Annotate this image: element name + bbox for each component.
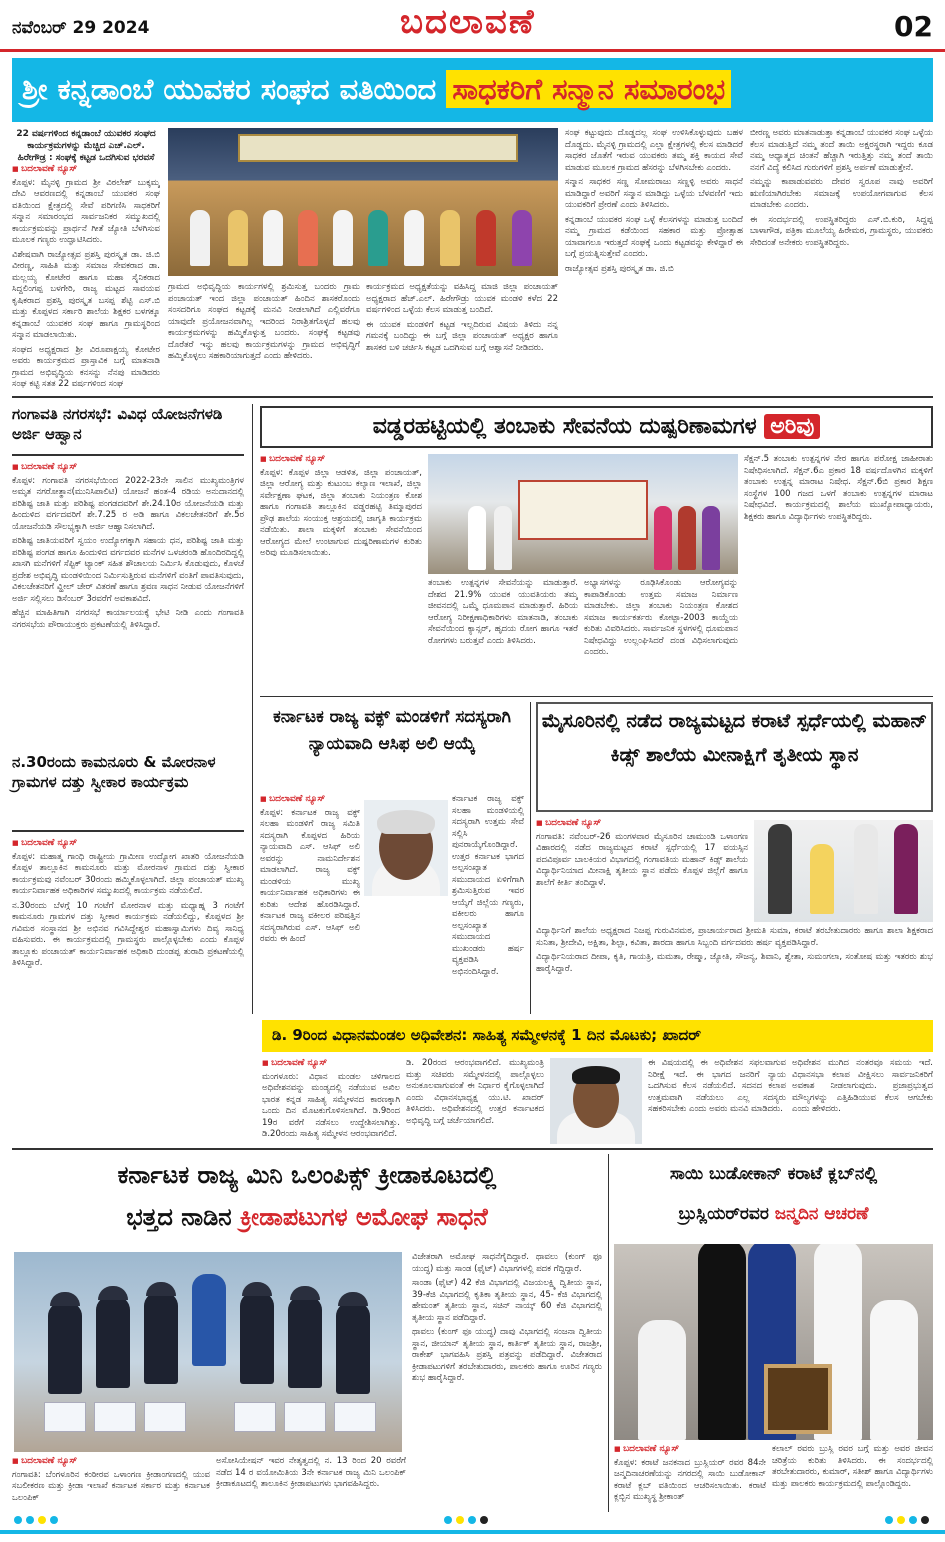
olympics-col-2 [216,1456,406,1514]
waqf-col-2 [452,794,524,1014]
tobacco-byline: ■ ಬದಲಾವಣೆ ನ್ಯೂಸ್ [260,454,422,466]
dot-shape [468,1516,476,1524]
lead-col-5 [750,128,933,392]
dot-shape [909,1516,917,1524]
person-shape [654,506,672,570]
birthday-col1-text: ಕೊಪ್ಪಳ: ಕರಾಟೆ ಜನಕನಾದ ಬ್ರುಸ್ಲಿಯರ್ ರವರ 84ನೇ ಜನ್ಮದಿನಾಚರಣೆಯನ್ನು ನಗರದಲ್ಲಿ ಸಾಯಿ ಬುಡೋಕಾನ್ ಕರಾಟೆ ಕ್ಲಬ್ ವತಿಯಿಂದ ಆಚರಿಸಲಾಯಿತು. ಕರಾಟೆ ಕ್ಲಬ್ಬಿನ ಮುಖ್ಯಸ್ಥ ಶ್ರೀಕಾಂತ್ [614,1457,766,1502]
gangavathi-p2: ಪರಿಶಿಷ್ಟ ಜಾತಿಯವರಿಗೆ ಸ್ವಯಂ ಉದ್ಯೋಗಕ್ಕಾಗಿ ಸಹಾಯ ಧನ, ಪರಿಶಿಷ್ಟ ಜಾತಿ ಮತ್ತು ಪರಿಶಿಷ್ಟ ಪಂಗಡ ಹಾಗೂ ಹಿಂದುಳಿದ ವರ್ಗದವರ ಮನೆಗಳ ಒಳಚರಂಡಿ ಹೊಂದಿರದಿದ್ದಲ್ಲಿ ಖಾಸಗಿ ಮನೆಗಳಿಗೆ ಸೆಪ್ಟಿಕ್ ಟ್ಯಾಂಕ್ ಸಹಿತ ಶೌಚಾಲಯ ನಿರ್ಮಿಸಿ ಕೊಡುವುದು, ಕೊಳಚೆ ಪ್ರದೇಶ ಅಭಿವೃದ್ಧಿ ಮಂಡಳಿಯಿಂದ ನಿರ್ಮಿಸುತ್ತಿರುವ ಮನೆಗಳಿಗೆ ವಂತಿಗೆ ಪಾವತಿಸುವುದು, ವಿಕಲಚೇತನರಿಗೆ ವ್ಹೀಲ್ ಚೇರ್ ವಿತರಣೆ ಹಾಗೂ ಶ್ರವಣ ಸಾಧನ ನೀಡುವ ಯೋಜನೆಗಳಿಗೆ ಅರ್ಜಿ ಸಲ್ಲಿಸಲು ಡಿಸೆಂಬರ್ 3ರವರೆಗೆ ಅವಕಾಶವಿದೆ. [12,536,244,604]
tobacco-col3-text: ಅಭ್ಯಾಸಗಳನ್ನು ರೂಢಿಸಿಕೊಂಡು ಆರೋಗ್ಯವನ್ನು ಕಾಪಾಡಿಕೊಂಡು ಉತ್ತಮ ಸಮಾಜ ನಿರ್ಮಾಣ ಮಾಡಬೇಕು. ಜಿಲ್ಲಾ ತಂಬಾಕು ನಿಯಂತ್ರಣ ಕೋಶದ ಸಮಾಜ ಕಾರ್ಯಕರ್ತರು ಕೋಟ್ಪಾ-2003 ಕಾಯ್ದೆಯ ಕುರಿತು ವಿವರಿಸಿದರು. ಸಾರ್ವಜನಿಕ ಸ್ಥಳಗಳಲ್ಲಿ ಧೂಮಪಾನ ನಿಷೇಧವಿದ್ದು ಉಲ್ಲಂಘಿಸಿದರೆ ದಂಡ ವಿಧಿಸಲಾಗುವುದು ಎಂದರು. [584,578,738,657]
person-shape [702,506,720,570]
karate-state-p1: ಗಂಗಾವತಿ: ನವೆಂಬರ್-26 ಮಂಗಳವಾರ ಮೈಸೂರಿನ ಚಾಮುಂಡಿ ಒಳಾಂಗಣ ವಿಹಾರದಲ್ಲಿ ನಡೆದ ರಾಜ್ಯಮಟ್ಟದ ಕರಾಟೆ ಸ್ಪರ್ಧೆಯಲ್ಲಿ 17 ವಯಸ್ಸಿನ ಪದವಿಪೂರ್ವ ಬಾಲಕಿಯರ ವಿಭಾಗದಲ್ಲಿ ಗಂಗಾವತಿಯ ಮಹಾನ್ ಕಿಡ್ಸ್ ಶಾಲೆಯ ವಿದ್ಯಾರ್ಥಿನಿಯಾದ ಮೀನಾಕ್ಷಿ ತೃತೀಯ ಸ್ಥಾನ ಪಡೆದು ಕೊಪ್ಪಳ ಜಿಲ್ಲೆಗೆ ಹಾಗೂ ಶಾಲೆಗೆ ಕೀರ್ತಿ ತಂದಿದ್ದಾಳೆ. [536,831,748,888]
certificate-shape [94,1402,136,1432]
dot-shape [921,1516,929,1524]
lead-headline [12,58,933,122]
coach-shape [192,1274,226,1366]
divider [12,396,933,398]
portrait-frame-shape [764,1364,832,1434]
cap-shape [50,1292,80,1306]
vertical-divider [530,702,531,1014]
assembly-session-headline: ಡಿ. 9ರಿಂದ ವಿಧಾನಮಂಡಲ ಅಧಿವೇಶನ: ಸಾಹಿತ್ಯ ಸಮ್ಮೇಳನಕ್ಕೆ 1 ದಿನ ಮೊಟಕು; ಖಾದರ್ [262,1020,933,1052]
person-shape [494,506,512,570]
tobacco-col2-text: ತಂಬಾಕು ಉತ್ಪನ್ನಗಳ ಸೇವನೆಯನ್ನು ಮಾಡುತ್ತಾರೆ. ದೇಶದ 21.9% ಯುವಕ ಯುವತಿಯರು ತಮ್ಮ ಜೀವನದಲ್ಲಿ ಒಮ್ಮೆ ಧೂಮಪಾನ ಮಾಡುತ್ತಾರೆ. ಹಿರಿಯ ಆರೋಗ್ಯ ನಿರೀಕ್ಷಣಾಧಿಕಾರಿಗಳು ಮಾತನಾಡಿ, ತಂಬಾಕು ಸೇವನೆಯಿಂದ ಕ್ಯಾನ್ಸರ್, ಹೃದಯ ರೋಗ ಹಾಗೂ ಇತರೆ ರೋಗಗಳು ಬರುತ್ತವೆ ಎಂದು ತಿಳಿಸಿದರು. [428,578,578,646]
kamanur-body [12,838,244,1144]
birthday-headline [614,1154,933,1240]
lead-col5-p1: ಬೀರಣ್ಣ ಅವರು ಮಾತನಾಡುತ್ತಾ ಕನ್ನಡಾಂಬೆ ಯುವಕರ ಸಂಘ ಒಳ್ಳೆಯ ಕೆಲಸ ಮಾಡುತ್ತಿದೆ ನಮ್ಮ ತಂದೆ ತಾಯಿ ಅಕ್ಷರಸ್ಥರಾಗಿ ಇದ್ದರು ಕೂಡ ನಮ್ಮ ಆಧ್ಯಾತ್ಮದ ಚಿಂತನೆ ಹೆಚ್ಚಾಗಿ ಇರುತ್ತಿತ್ತು ನಮ್ಮ ತಂದೆ ತಾಯಿ ನನಗೆ ವಿದ್ಯೆ ಕಲಿಸಿದ ಗುರುಗಳಿಗೆ ಪ್ರಶಸ್ತಿ ಅರ್ಪಣೆ ಮಾಡುತ್ತೇನೆ. [750,128,933,173]
lead-col5-p3: ಈ ಸಂದರ್ಭದಲ್ಲಿ ಉಪಸ್ಥಿತರಿದ್ದರು ಎಸ್.ಬಿ.ಕುರಿ, ಸಿದ್ದಪ್ಪ ಬಾಳಾಗೌಡ, ಪತ್ರಿಕಾ ಮೂಲೆಯ್ಯ ಹಿರೇಮಠ, ಗ್ರಾಮಸ್ಥರು, ಯುವಕರು ಸೇರಿದಂತೆ ಅನೇಕರು ಉಪಸ್ಥಿತರಿದ್ದರು. [750,214,933,248]
dot-shape [38,1516,46,1524]
person-shape [298,210,318,266]
divider [12,1148,933,1150]
tobacco-col-1 [260,454,422,690]
tobacco-headline-part1: ವಡ್ಡರಹಟ್ಟಿಯಲ್ಲಿ ತಂಬಾಕು ಸೇವನೆಯ ದುಷ್ಪರಿಣಾಮಗಳ [372,414,757,439]
lead-col-1 [12,128,160,390]
strip-col-4 [792,1058,933,1144]
tobacco-awareness-photo [428,454,738,574]
lead-col4-p4: ರಾಜ್ಯೋತ್ಸವ ಪ್ರಶಸ್ತಿ ಪುರಸ್ಕೃತ ಡಾ. ಜಿ.ಬಿ [565,263,674,274]
olympics-byline: ■ ಬದಲಾವಣೆ ನ್ಯೂಸ್ [12,1456,210,1468]
tobacco-headline-part2: ಅರಿವು [764,414,820,439]
strip-col4-text: ಅಧಿವೇಶನ ಮುಗಿದ ನಂತರವೂ ಸಮಯ ಇದೆ. ವಿಧಾನಸಭಾ ಕಲಾಪ ವೀಕ್ಷಿಸಲು ಸಾರ್ವಜನಿಕರಿಗೆ ಅವಕಾಶ ನೀಡಲಾಗುವುದು. ಪ್ರಜಾಪ್ರಭುತ್ವದ ಮೌಲ್ಯಗಳನ್ನು ಎತ್ತಿಹಿಡಿಯುವ ಕೆಲಸ ಆಗಬೇಕು ಎಂದು ಹೇಳಿದರು. [792,1058,933,1114]
cap-shape [290,1286,320,1300]
olympics-p1: ಗಂಗಾವತಿ: ಬೆಂಗಳೂರಿನ ಕಂಠೀರವ ಒಳಾಂಗಣ ಕ್ರೀಡಾಂಗಣದಲ್ಲಿ ಯುವ ಸಬಲೀಕರಣ ಮತ್ತು ಕ್ರೀಡಾ ಇಲಾಖೆ ಕರ್ನಾಟಕ ಸರ್ಕಾರ ಮತ್ತು ಕರ್ನಾಟಕ ಒಲಂಪಿಕ್ [12,1469,210,1503]
karate-state-byline: ■ ಬದಲಾವಣೆ ನ್ಯೂಸ್ [536,818,748,830]
student-shape [870,1300,918,1440]
dot-shape [50,1516,58,1524]
birthday-dojo-photo [614,1244,933,1440]
strip-col1-text: ಮಂಗಳೂರು: ವಿಧಾನ ಮಂಡಲ ಚಳಿಗಾಲದ ಅಧಿವೇಶನವನ್ನು ಮಂಡ್ಯದಲ್ಲಿ ನಡೆಯುವ ಅಖಿಲ ಭಾರತ ಕನ್ನಡ ಸಾಹಿತ್ಯ ಸಮ್ಮೇಳನದ ಕಾರಣಕ್ಕಾಗಿ ಒಂದು ದಿನ ಮೊಟಕುಗೊಳಿಸಲಾಗಿದೆ. ಡಿ.9ರಿಂದ 19ರ ವರೆಗೆ ನಡೆಸಲು ಉದ್ದೇಶಿಸಲಾಗಿತ್ತು. ಡಿ.20ರಂದು ಸಾಹಿತ್ಯ ಸಮ್ಮೇಳನ ಆರಂಭವಾಗಲಿದೆ. [262,1071,400,1139]
page-number: 02 [894,10,933,43]
certificate-shape [144,1402,186,1432]
dot-shape [897,1516,905,1524]
birthday-col2-text: ಕಲಾಲ್ ರವರು ಬ್ರುಸ್ಲಿ ರವರ ಬಗ್ಗೆ ಮತ್ತು ಅವರ ಜೀವನ ಚರಿತ್ರೆಯ ಕುರಿತು ತಿಳಿಸಿದರು. ಈ ಸಂದರ್ಭದಲ್ಲಿ ತರಬೇತುದಾರರು, ಕುಮಾರ್, ಸತೀಶ್ ಹಾಗೂ ವಿದ್ಯಾರ್ಥಿಗಳು ಮತ್ತು ಪಾಲಕರು ಕಾರ್ಯಕ್ರಮದಲ್ಲಿ ಪಾಲ್ಗೊಂಡಿದ್ದರು. [772,1444,933,1489]
birthday-headline-line2 [614,1194,933,1234]
lead-col2-p1: ಗ್ರಾಮದ ಅಭಿವೃದ್ಧಿಯ ಕಾರ್ಯಗಳಲ್ಲಿ ಶ್ರಮಿಸುತ್ತ ಬಂದರು ಗ್ರಾಮ ಪಂಚಾಯತ್ ಇಂದ ಜಿಲ್ಲಾ ಪಂಚಾಯತ್ ಹಿಂದಿನ ಶಾಸಕರೊಂದು ಸಂಸದರಿಗೂ ಸಂಘದ ಕಟ್ಟಡಕ್ಕೆ ಮನವಿ ನೀಡಲಾಗಿದೆ ಎಲ್ಲಿವರೆಗೂ ಯಾವುದೇ ಪ್ರಯೋಜನವಾಗಿಲ್ಲ ಇದರಿಂದ ನಿರಾಶ್ರಿತಗೊಳ್ಳದೆ ಹಲವು ಕಾರ್ಯಕ್ರಮಗಳನ್ನು ಹಮ್ಮಿಕೊಳ್ಳುತ್ತ ಬಂದರು. ಸಂಘಕ್ಕೆ ಕಟ್ಟಡವು ದೊರೆತರೆ ಇನ್ನು ಹಲವು ಕಾರ್ಯಕ್ರಮಗಳನ್ನು ಗ್ರಾಮದ ಅಭಿವೃದ್ಧಿಗೆ ಹಮ್ಮಿಕೊಳ್ಳಲು ಸಹಕಾರಿಯಾಗುತ್ತದೆ ಎಂದು ಹೇಳಿದರು. [168,282,360,361]
lead-col5-p2: ನಮ್ಮನ್ನು ಕಾಪಾಡುವವರು ದೇವರ ಸ್ವರೂಪ ನಾವು ಅವರಿಗೆ ಋಣಿಯಾಗಿರಬೇಕು ಸಮಾಜಕ್ಕೆ ಉಪಯೋಗವಾಗುವ ಕೆಲಸ ಮಾಡಬೇಕು ಎಂದರು. [750,177,933,210]
athlete-shape [144,1292,178,1384]
divider [260,696,933,697]
waqf-byline: ■ ಬದಲಾವಣೆ ನ್ಯೂಸ್ [260,794,360,806]
strip-col2-text: ಡಿ. 20ರಂದ ಆರಂಭವಾಗಲಿದೆ. ಮುಖ್ಯಮಂತ್ರಿ ಮತ್ತು ಸಚಿವರು ಸಮ್ಮೇಳನದಲ್ಲಿ ಪಾಲ್ಗೊಳ್ಳಲು ಅನುಕೂಲವಾಗುವಂತೆ ಈ ನಿರ್ಧಾರ ಕೈಗೊಳ್ಳಲಾಗಿದೆ ಎಂದು ವಿಧಾನಸಭಾಧ್ಯಕ್ಷ ಯು.ಟಿ. ಖಾದರ್ ತಿಳಿಸಿದರು. ಅಧಿವೇಶನದಲ್ಲಿ ಉತ್ತರ ಕರ್ನಾಟಕದ ಅಭಿವೃದ್ಧಿ ಬಗ್ಗೆ ಚರ್ಚೆಯಾಗಲಿದೆ. [406,1058,544,1126]
person-shape [894,824,918,914]
lead-col3-p1: ಕಾರ್ಯಕ್ರಮದ ಅಧ್ಯಕ್ಷತೆಯನ್ನು ವಹಿಸಿದ್ದ ಮಾಜಿ ಜಿಲ್ಲಾ ಪಂಚಾಯತ್ ಅಧ್ಯಕ್ಷರಾದ ಹೆಚ್.ಎಲ್. ಹಿರೇಗೌಡ್ರು ಯುವಕ ಮಂಡಳಿ ಕಳೆದ 22 ವರ್ಷಗಳಿಂದ ಒಳ್ಳೆಯ ಕೆಲಸ ಮಾಡುತ್ತ ಬಂದಿದೆ. [366,282,558,315]
footer-dots-center [444,1516,488,1530]
birthday-headline-line2b: ಜನ್ಮದಿನ ಆಚರಣೆ [774,1204,869,1224]
person-shape [263,210,283,266]
person-shape [476,210,496,266]
lead-headline-part2: ಸಾಧಕರಿಗೆ ಸನ್ಮಾನ ಸಮಾರಂಭ [446,70,731,108]
student-shape [638,1320,686,1440]
gangavathi-byline: ■ ಬದಲಾವಣೆ ನ್ಯೂಸ್ [12,462,244,474]
speaker-portrait [550,1058,642,1144]
dot-shape [480,1516,488,1524]
dot-shape [26,1516,34,1524]
lead-col-3 [366,282,558,392]
person-shape [404,210,424,266]
portrait-hair-shape [572,1066,620,1084]
gangavathi-body [12,462,244,744]
tobacco-col-2 [428,578,578,690]
certificate-shape [334,1402,376,1432]
kamanur-title: ನ.30ರಂದು ಕಾಮನೂರು & ಮೋರನಾಳ ಗ್ರಾಮಗಳ ದತ್ತು ಸ್ವೀಕಾರ ಕಾರ್ಯಕ್ರಮ [12,753,216,791]
tobacco-col-4 [744,454,933,690]
athlete-shape [96,1296,130,1388]
strip-col-2 [406,1058,544,1144]
tobacco-headline [260,406,933,448]
lead-kicker: 22 ವರ್ಷಗಳಿಂದ ಕನ್ನಡಾಂಬೆ ಯುವಕರ ಸಂಘದ ಕಾರ್ಯಕ್ರಮಗಳನ್ನು ಮೆಚ್ಚಿದ ಎಚ್.ಎಲ್. ಹಿರೇಗೌಡ್ರ : ಸಂಘಕ್ಕೆ ಕಟ್ಟಡ ಒದಗಿಸುವ ಭರವಸೆ [16,129,156,163]
issue-date: ನವೆಂಬರ್ 29 2024 [12,18,150,38]
instructor-shape [698,1244,746,1440]
birthday-byline: ■ ಬದಲಾವಣೆ ನ್ಯೂಸ್ [614,1444,766,1456]
olympics-headline-line2a: ಭತ್ತದ ನಾಡಿನ [126,1203,232,1231]
kamanur-byline: ■ ಬದಲಾವಣೆ ನ್ಯೂಸ್ [12,838,244,850]
lead-col1-p2: ವಿಶೇಷವಾಗಿ ರಾಜ್ಯೋತ್ಸವ ಪ್ರಶಸ್ತಿ ಪುರಸ್ಕೃತ ಡಾ. ಜಿ.ಬಿ ವೀರಣ್ಣ, ಸಾಹಿತಿ ಮತ್ತು ಸಮಾಜ ಸೇವಕರಾದ ಡಾ. ಮಲ್ಲಯ್ಯ ಕೋಟೇರ ಹಾಗೂ ಮಹಾ ಸೈನಿಕರಾದ ಸಿದ್ದಲಿಂಗಪ್ಪ ಬಳಗೇರಿ, ರಾಜ್ಯ ಮಟ್ಟದ ಸಾವಯವ ಕೃಷಿಕರಾದ ಪ್ರಶಸ್ತಿ ಪುರಸ್ಕೃತ ಬಸಪ್ಪ ಶೆಟ್ಟಿ ಎಸ್.ಬಿ ಮತ್ತು ಕೊಪ್ಪಳದ ಸರ್ಕಾರಿ ಶಾಲೆಯ ಶಿಕ್ಷಕರ ಬಳಗಕ್ಕೂ ಕನ್ನಡಾಂಬೆ ಯುವಕರ ಸಂಘ ಹಾಗೂ ಗ್ರಾಮಸ್ಥರಿಂದ ಸನ್ಮಾನ ಮಾಡಲಾಯಿತು. [12,249,160,340]
lead-headline-part1: ಶ್ರೀ ಕನ್ನಡಾಂಬೆ ಯುವಕರ ಸಂಘದ ವತಿಯಿಂದ [22,72,437,106]
person-shape [190,210,210,266]
olympics-p3: ವಿಜೇತರಾಗಿ ಅಮೋಘ ಸಾಧನೆಗೈದಿದ್ದಾರೆ. ಥಾವಲು (ಕುಂಗ್ ಫೂ ಯುದ್ಧ) ಮತ್ತು ಸಾಂಡ (ಫೈಟ್) ವಿಭಾಗಗಳಲ್ಲಿ ಪದಕ ಗೆದ್ದಿದ್ದಾರೆ. [412,1252,602,1274]
cap-shape [338,1292,368,1306]
gangavathi-p1: ಕೊಪ್ಪಳ: ಗಂಗಾವತಿ ನಗರಸಭೆಯಿಂದ 2022-23ನೇ ಸಾಲಿನ ಮುಖ್ಯಮಂತ್ರಿಗಳ ಅಮೃತ ನಗರೋತ್ಥಾನ(ಮುನಿಸಿಪಾಲಿಟಿ) ಯೋಜನೆ ಹಂತ-4 ರಡಿಯ ಅನುದಾನದಲ್ಲಿ ಪರಿಶಿಷ್ಟ ಜಾತಿ ಮತ್ತು ಪರಿಶಿಷ್ಟ ಪಂಗಡದವರಿಗೆ ಶೇ.24.10ರ ಯೋಜನೆಯಡಿ ಮತ್ತು ಹಿಂದುಳಿದ ವರ್ಗದವರಿಗೆ ಶೇ.7.25 ರ ಅಡಿ ಹಾಗೂ ವಿಕಲಚೇತನರಿಗೆ ಶೇ.5ರ ಯೋಜನೆಯಡಿ ಸೌಲಭ್ಯಕ್ಕಾಗಿ ಅರ್ಜಿ ಆಹ್ವಾನಿಸಲಾಗಿದೆ. [12,475,244,532]
birthday-col-1 [614,1444,766,1514]
footer-rule [0,1530,945,1534]
athlete-shape [240,1292,274,1384]
olympics-headline-line2b: ಕ್ರೀಡಾಪಟುಗಳ ಅಮೋಘ ಸಾಧನೆ [239,1203,488,1231]
dot-shape [14,1516,22,1524]
karate-state-photo [754,820,933,922]
olympics-p4: ಸಾಂಡಾ (ಫೈಟ್) 42 ಕೆಜಿ ವಿಭಾಗದಲ್ಲಿ ವಿಜಯಲಕ್ಷ್ಮಿ ದ್ವಿತೀಯ ಸ್ಥಾನ, 39-ಕೆಜಿ ವಿಭಾಗದಲ್ಲಿ ಕೃತಿಕಾ ತೃತೀಯ ಸ್ಥಾನ, 45- ಕೆಜಿ ವಿಭಾಗದಲ್ಲಿ ಹೇಮಂತ್ ತೃತೀಯ ಸ್ಥಾನ, ಸಚಿನ್ ನಾಯ್ಕ್ 60 ಕೆಜಿ ವಿಭಾಗದಲ್ಲಿ ತೃತೀಯ ಸ್ಥಾನ ಪಡೆದಿದ್ದಾರೆ. [412,1278,602,1323]
athlete-shape [48,1302,82,1394]
lead-col-2 [168,282,360,392]
karate-state-col-2 [536,926,933,1016]
olympics-col-3 [412,1252,602,1514]
lead-col4-p3: ಕನ್ನಡಾಂಬೆ ಯುವಕರ ಸಂಘ ಒಳ್ಳೆ ಕೆಲಸಗಳನ್ನು ಮಾಡುತ್ತ ಬಂದಿದೆ ನಮ್ಮ ಗ್ರಾಮದ ಕಡೆಯಿಂದ ಸಹಕಾರ ಮತ್ತು ಪ್ರೋತ್ಸಾಹ ಯಾವಾಗಲೂ ಇರುತ್ತದೆ ಸಂಘಕ್ಕೆ ಒಂದು ಕಟ್ಟಡವನ್ನು ಕೇಳಿದ್ದಾರೆ ಈ ಬಗ್ಗೆ ಪ್ರಯತ್ನಿಸುತ್ತೇವೆ ಎಂದರು. [565,214,743,259]
person-shape [440,210,460,266]
lead-col4-p2: ಸನ್ಮಾನ ಸಾಧಕರ ಸಣ್ಣ ಸೋಮರಾಜು ಸಣ್ಣಳ್ಳಿ ಅವರು ಸಾಧನೆ ಮಾಡಿದ್ದಾರೆ ಅವರಿಗೆ ಸನ್ಮಾನ ಮಾಡಿದ್ದು ಒಳ್ಳೆಯ ಬೆಳವಣಿಗೆ ಇದು ಯುವಕರಿಗೆ ಪ್ರೇರಣೆ ಎಂದು ತಿಳಿಸಿದರು. [565,177,743,210]
portrait-hair-shape [377,810,435,834]
olympics-p2: ಅಸೋಸಿಯೇಷನ್ ಇವರ ನೇತೃತ್ವದಲ್ಲಿ ನ. 13 ರಿಂದ 20 ರವರೆಗೆ ನಡೆದ 14 ರ ವಯೋಮಿತಿಯ 3ನೇ ಕರ್ನಾಟಕ ರಾಜ್ಯ ಮಿನಿ ಒಲಂಪಿಕ್ ಕ್ರೀಡಾಕೂಟದಲ್ಲಿ ತಾಲೂಕಿನ ಕ್ರೀಡಾಪಟುಗಳು ಭಾಗವಹಿಸಿದ್ದರು. [216,1456,406,1489]
karate-state-p2: ವಿದ್ಯಾರ್ಥಿನಿಗೆ ಶಾಲೆಯ ಅಧ್ಯಕ್ಷರಾದ ನಿಜಪ್ಪ ಗುರುವಿನಮಠ, ಪ್ರಾಚಾರ್ಯರಾದ ಶ್ರೀಮತಿ ಸುಮಾ, ಕರಾಟೆ ತರಬೇತುದಾರರು ಹಾಗೂ ಶಾಲಾ ಶಿಕ್ಷಕರಾದ ಸುನಿತಾ, ಶ್ರೀದೇವಿ, ಅಕ್ಷಿತಾ, ಶಿಲ್ಪಾ, ಕವಿತಾ, ಶಾರದಾ ಹಾಗೂ ಸಿಬ್ಬಂದಿ ವರ್ಗದವರು ಹರ್ಷ ವ್ಯಕ್ತಪಡಿಸಿದ್ದಾರೆ. [536,926,933,948]
karate-state-headline: ಮೈಸೂರಿನಲ್ಲಿ ನಡೆದ ರಾಜ್ಯಮಟ್ಟದ ಕರಾಟೆ ಸ್ಪರ್ಧೆಯಲ್ಲಿ ಮಹಾನ್ ಕಿಡ್ಸ್ ಶಾಲೆಯ ಮೀನಾಕ್ಷಿಗೆ ತೃತೀಯ ಸ್ಥಾನ [536,702,933,812]
strip-col3-text: ಈ ವಿಷಯದಲ್ಲಿ ಈ ಅಧಿವೇಶನ ಸಫಲವಾಗುವ ನಿರೀಕ್ಷೆ ಇದೆ. ಈ ಭಾಗದ ಜನರಿಗೆ ನ್ಯಾಯ ಒದಗಿಸುವ ಕೆಲಸ ನಡೆಯಲಿದೆ. ಸದನದ ಕಲಾಪ ಉತ್ತಮವಾಗಿ ನಡೆಯಲು ಎಲ್ಲ ಸದಸ್ಯರು ಸಹಕರಿಸಬೇಕು ಎಂದು ಅವರು ಮನವಿ ಮಾಡಿದರು. [648,1058,786,1114]
strip-col-3 [648,1058,786,1144]
person-shape [810,844,834,914]
waqf-col2-text: ಕರ್ನಾಟಕ ರಾಜ್ಯ ವಕ್ಫ್ ಸಲಹಾ ಮಂಡಳಿಯಲ್ಲಿ ಸದಸ್ಯರಾಗಿ ಉತ್ತಮ ಸೇವೆ ಸಲ್ಲಿಸಿ ಪುನರಾಯ್ಕೆಗೊಂಡಿದ್ದಾರೆ. ಉತ್ತರ ಕರ್ನಾಟಕ ಭಾಗದ ಅಲ್ಪಸಂಖ್ಯಾತ ಸಮುದಾಯದ ಏಳಿಗೆಗಾಗಿ ಶ್ರಮಿಸುತ್ತಿರುವ ಇವರ ಆಯ್ಕೆಗೆ ಜಿಲ್ಲೆಯ ಗಣ್ಯರು, ವಕೀಲರು ಹಾಗೂ ಅಲ್ಪಸಂಖ್ಯಾತ ಸಮುದಾಯದ ಮುಖಂಡರು ಹರ್ಷ ವ್ಯಕ್ತಪಡಿಸಿ ಅಭಿನಂದಿಸಿದ್ದಾರೆ. [452,794,524,977]
karate-state-p3: ವಿದ್ಯಾರ್ಥಿನಿಯರಾದ ದೀಪಾ, ಕೃತಿ, ಗಾಯತ್ರಿ, ಮಮತಾ, ರೇಷ್ಮಾ, ಜ್ಯೋತಿ, ಸೌಜನ್ಯ, ಶಿವಾನಿ, ಶ್ವೇತಾ, ಸುಮಂಗಲಾ, ಸಂತೋಷ ಮತ್ತು ಇತರರು ಶುಭ ಹಾರೈಸಿದ್ದಾರೆ. [536,952,933,974]
kamanur-p2: ನ.30ರಂದು ಬೆಳಗ್ಗೆ 10 ಗಂಟೆಗೆ ಮೋರನಾಳ ಮತ್ತು ಮಧ್ಯಾಹ್ನ 3 ಗಂಟೆಗೆ ಕಾಮನೂರು ಗ್ರಾಮಗಳ ದತ್ತು ಸ್ವೀಕಾರ ಕಾರ್ಯಕ್ರಮ ನಡೆಯಲಿದ್ದು, ಕೊಪ್ಪಳದ ಶ್ರೀ ಗವಿಮಠ ಸಂಸ್ಥಾನದ ಶ್ರೀ ಅಭಿನವ ಗವಿಸಿದ್ದೇಶ್ವರ ಮಹಾಸ್ವಾಮಿಗಳು ದಿವ್ಯ ಸಾನಿಧ್ಯ ವಹಿಸುವರು. ಈ ಕಾರ್ಯಕ್ರಮದಲ್ಲಿ ಗ್ರಾಮಸ್ಥರು ಪಾಲ್ಗೊಳ್ಳಬೇಕು ಎಂದು ಕೊಪ್ಪಳ ತಾಲ್ಲೂಕು ಪಂಚಾಯತ್ ಕಾರ್ಯನಿರ್ವಾಹಕ ಅಧಿಕಾರಿ ದುಂಡಪ್ಪ ತುರಾದಿ ಪ್ರಕಟಣೆಯಲ್ಲಿ ತಿಳಿಸಿದ್ದಾರೆ. [12,900,244,968]
olympics-p5: ಥಾವಲು (ಕುಂಗ್ ಫೂ ಯುದ್ಧ) ದಾವು ವಿಭಾಗದಲ್ಲಿ ಸಂಜನಾ ದ್ವಿತೀಯ ಸ್ಥಾನ, ಜೀಯಾನ್ ತೃತೀಯ ಸ್ಥಾನ, ಕಾರ್ತಿಕ್ ತೃತೀಯ ಸ್ಥಾನ, ರಾಜಶ್ರೀ, ರಾಕೇಶ್ ಭಾಗವಹಿಸಿ ಪ್ರಶಸ್ತಿ ಪತ್ರವನ್ನು ಪಡೆದಿದ್ದಾರೆ. ವಿಜೇತರಾದ ಕ್ರೀಡಾಪಟುಗಳಿಗೆ ತರಬೇತುದಾರರು, ಪಾಲಕರು ಹಾಗೂ ಊರಿನ ಗಣ್ಯರು ಶುಭ ಹಾರೈಸಿದ್ದಾರೆ. [412,1327,602,1383]
strip-col-1 [262,1058,400,1144]
lead-col-4 [565,128,743,392]
person-shape [228,210,248,266]
waqf-col1-text: ಕೊಪ್ಪಳ: ಕರ್ನಾಟಕ ರಾಜ್ಯ ವಕ್ಫ್ ಸಲಹಾ ಮಂಡಳಿಗೆ ರಾಜ್ಯ ಸಮಿತಿ ಸದಸ್ಯರಾಗಿ ಕೊಪ್ಪಳದ ಹಿರಿಯ ನ್ಯಾಯವಾದಿ ಎಸ್. ಆಸಿಫ್ ಅಲಿ ಅವರನ್ನು ನಾಮನಿರ್ದೇಶನ ಮಾಡಲಾಗಿದೆ. ರಾಜ್ಯ ವಕ್ಫ್ ಮಂಡಳಿಯ ಮುಖ್ಯ ಕಾರ್ಯನಿರ್ವಾಹಕ ಅಧಿಕಾರಿಗಳು ಈ ಕುರಿತು ಆದೇಶ ಹೊರಡಿಸಿದ್ದಾರೆ. ಕರ್ನಾಟಕ ರಾಜ್ಯ ವಕೀಲರ ಪರಿಷತ್ತಿನ ಸದಸ್ಯರಾಗಿರುವ ಎಸ್. ಆಸಿಫ್ ಅಲಿ ರವರು ಈ ಹಿಂದೆ [260,807,360,944]
vertical-divider [608,1154,609,1512]
lead-byline: ■ ಬದಲಾವಣೆ ನ್ಯೂಸ್ [12,164,160,176]
dot-shape [885,1516,893,1524]
dot-shape [456,1516,464,1524]
waqf-col-1 [260,794,360,1014]
certificate-shape [44,1402,86,1432]
tobacco-col-3 [584,578,738,690]
lead-photo-felicitation [168,128,558,276]
dot-shape [444,1516,452,1524]
kamanur-p1: ಕೊಪ್ಪಳ: ಮಹಾತ್ಮ ಗಾಂಧಿ ರಾಷ್ಟ್ರೀಯ ಗ್ರಾಮೀಣ ಉದ್ಯೋಗ ಖಾತರಿ ಯೋಜನೆಯಡಿ ಕೊಪ್ಪಳ ತಾಲ್ಲೂಕಿನ ಕಾಮನೂರು ಮತ್ತು ಮೋರನಾಳ ಗ್ರಾಮದ ದತ್ತು ಸ್ವೀಕಾರ ಕಾರ್ಯಕ್ರಮವು ನವೆಂಬರ್ 30ರಂದು ಹಮ್ಮಿಕೊಳ್ಳಲಾಗಿದೆ. ಜಿಲ್ಲಾ ಪಂಚಾಯತ್ ಮುಖ್ಯ ಕಾರ್ಯನಿರ್ವಾಹಕ ಅಧಿಕಾರಿಗಳ ಸಮ್ಮುಖದಲ್ಲಿ ಕಾರ್ಯಕ್ರಮ ನಡೆಯಲಿದೆ. [12,851,244,896]
newspaper-logo: ಬದಲಾವಣೆ [400,2,536,42]
lead-col1-p1: ಕೊಪ್ಪಳ: ಮೈನಳ್ಳಿ ಗ್ರಾಮದ ಶ್ರೀ ವಿಠಲೇಶ್ ಬುಕ್ಕಮ್ಮ ದೇವಿ ಆವರಣದಲ್ಲಿ ಕನ್ನಡಾಂಬೆ ಯುವಕರ ಸಂಘ ವತಿಯಿಂದ ಕ್ಷೇತ್ರದಲ್ಲಿ ಸೇವೆ ಪರಿಗಣಿಸಿ ಸಾಧಕರಿಗೆ ಸನ್ಮಾನ ಸಮಾರಂಭದ ಸಾರ್ವಜನಿಕರ ಸಮ್ಮುಖದಲ್ಲಿ ಕಾರ್ಯಕ್ರಮವನ್ನು ಪ್ರಾರ್ಥನೆ ಗೀತೆ ಜ್ಯೋತಿ ಬೆಳಗಿಸುವ ಮೂಲಕ ಗಣ್ಯರು ಉದ್ಘಾಟಿಸಿದರು. [12,177,160,245]
footer-dots-left [14,1516,58,1530]
masthead [0,0,945,52]
vertical-divider [252,404,253,1014]
lead-col1-p3: ಸಂಘದ ಅಧ್ಯಕ್ಷರಾದ ಶ್ರೀ ವಿರೂಪಾಕ್ಷಯ್ಯ ಕೋಟೇರ ಅವರು ಕಾರ್ಯಕ್ರಮದ ಪ್ರಾಸ್ತಾವಿಕ ಬಗ್ಗೆ ಮಾತನಾಡಿ ಗ್ರಾಮದ ಅಭಿವೃದ್ಧಿಯ ಕನಸನ್ನು ನೆನಪು ಮಾಡಿದರು ಸಂಘ ಕಟ್ಟಿ ಸತತ 22 ವರ್ಷಗಳಿಂದ ಸಂಘ [12,344,160,389]
olympics-headline [12,1154,602,1246]
birthday-headline-line2a: ಬ್ರುಸ್ಲಿಯರ್‌ರವರ [678,1204,769,1224]
footer-dots-right [885,1516,929,1530]
person-shape [368,210,388,266]
strip-byline: ■ ಬದಲಾವಣೆ ನ್ಯೂಸ್ [262,1058,400,1070]
athlete-shape [336,1302,370,1394]
kamanur-title-box [12,752,244,832]
cap-shape [98,1286,128,1300]
cap-shape [242,1282,272,1296]
stage-banner-shape [238,134,518,162]
waqf-member-portrait [364,800,448,896]
birthday-col-2 [772,1444,933,1514]
awareness-banner-shape [518,480,648,540]
person-shape [768,824,792,914]
tobacco-col4-text: ಸೆಕ್ಷನ್.5 ತಂಬಾಕು ಉತ್ಪನ್ನಗಳ ನೇರ ಹಾಗೂ ಪರೋಕ್ಷ ಜಾಹೀರಾತು ನಿಷೇಧಿಸಲಾಗಿದೆ. ಸೆಕ್ಷನ್.6ಎ ಪ್ರಕಾರ 18 ವರ್ಷದೊಳಗಿನ ಮಕ್ಕಳಿಗೆ ತಂಬಾಕು ಉತ್ಪನ್ನ ಮಾರಾಟ ನಿಷೇಧ. ಸೆಕ್ಷನ್.6ಬಿ ಪ್ರಕಾರ ಶಿಕ್ಷಣ ಸಂಸ್ಥೆಗಳ 100 ಗಜದ ಒಳಗೆ ತಂಬಾಕು ಉತ್ಪನ್ನಗಳ ಮಾರಾಟ ನಿಷೇಧವಿದೆ. ಕಾರ್ಯಕ್ರಮದಲ್ಲಿ ಶಾಲೆಯ ಮುಖ್ಯೋಪಾಧ್ಯಾಯರು, ಶಿಕ್ಷಕರು ಹಾಗೂ ವಿದ್ಯಾರ್ಥಿಗಳು ಉಪಸ್ಥಿತರಿದ್ದರು. [744,454,933,522]
gangavathi-p3: ಹೆಚ್ಚಿನ ಮಾಹಿತಿಗಾಗಿ ನಗರಸಭೆ ಕಾರ್ಯಾಲಯಕ್ಕೆ ಭೇಟಿ ನೀಡಿ ಎಂದು ಗಂಗಾವತಿ ನಗರಸಭೆಯ ಪೌರಾಯುಕ್ತರು ಪ್ರಕಟಣೆಯಲ್ಲಿ ತಿಳಿಸಿದ್ದಾರೆ. [12,608,244,630]
olympics-headline-line2 [12,1196,602,1238]
certificate-shape [284,1402,326,1432]
olympics-team-photo [14,1252,402,1452]
cap-shape [146,1282,176,1296]
lead-col3-p2: ಈ ಯುವಕ ಮಂಡಳಿಗೆ ಕಟ್ಟಡ ಇಲ್ಲದಿರುವ ವಿಷಯ ತಿಳಿದು ನನ್ನ ಗಮನಕ್ಕೆ ಬಂದಿದ್ದು ಈ ಬಗ್ಗೆ ಜಿಲ್ಲಾ ಪಂಚಾಯತ್ ಅಧ್ಯಕ್ಷರ ಹಾಗೂ ಶಾಸಕರ ಬಳಿ ಚರ್ಚಿಸಿ ಕಟ್ಟಡ ಒದಗಿಸುವ ಬಗ್ಗೆ ಆಶ್ವಾಸನೆ ನೀಡಿದರು. [366,319,558,353]
olympics-headline-line1: ಕರ್ನಾಟಕ ರಾಜ್ಯ ಮಿನಿ ಒಲಂಪಿಕ್ಸ್ ಕ್ರೀಡಾಕೂಟದಲ್ಲಿ [117,1161,497,1189]
olympics-col-1 [12,1456,210,1514]
lead-col4-p1: ಸಂಘ ಕಟ್ಟುವುದು ದೊಡ್ಡದಲ್ಲ ಸಂಘ ಉಳಿಸಿಕೊಳ್ಳುವುದು ಬಹಳ ದೊಡ್ಡದು. ಮೈನಳ್ಳಿ ಗ್ರಾಮದಲ್ಲಿ ಎಲ್ಲಾ ಕ್ಷೇತ್ರಗಳಲ್ಲಿ ಕೆಲಸ ಮಾಡಿದರೆ ಸಾಧಕರ ಜೊತೆಗೆ ಇರುವ ಯುವಕರು ತಮ್ಮ ಶಕ್ತಿ ಕಾಯದ ಸೇವೆ ಮಾಡುವ ಮೂಲಕ ಗ್ರಾಮದ ಹೆಸರನ್ನು ಬೆಳಗಿಸಬೇಕು ಎಂದರು. [565,128,743,173]
athlete-shape [288,1296,322,1388]
certificate-shape [234,1402,276,1432]
person-shape [854,824,878,914]
birthday-headline-line1: ಸಾಯಿ ಬುಡೋಕಾನ್ ಕರಾಟೆ ಕ್ಲಬ್‌ನಲ್ಲಿ [669,1164,878,1184]
gangavathi-title: ಗಂಗಾವತಿ ನಗರಸಭೆ: ವಿವಿಧ ಯೋಜನೆಗಳಡಿ ಅರ್ಜಿ ಆಹ್ವಾನ [12,405,223,443]
waqf-headline: ಕರ್ನಾಟಕ ರಾಜ್ಯ ವಕ್ಫ್ ಮಂಡಳಿಗೆ ಸದಸ್ಯರಾಗಿ ನ್ಯಾಯವಾದಿ ಆಸಿಫ ಅಲಿ ಆಯ್ಕೆ [273,707,511,754]
tobacco-col1-text: ಕೊಪ್ಪಳ: ಕೊಪ್ಪಳ ಜಿಲ್ಲಾ ಆಡಳಿತ, ಜಿಲ್ಲಾ ಪಂಚಾಯತ್, ಜಿಲ್ಲಾ ಆರೋಗ್ಯ ಮತ್ತು ಕುಟುಂಬ ಕಲ್ಯಾಣ ಇಲಾಖೆ, ಜಿಲ್ಲಾ ಸರ್ವೇಕ್ಷಣಾ ಘಟಕ, ಜಿಲ್ಲಾ ತಂಬಾಕು ನಿಯಂತ್ರಣ ಕೋಶ ಹಾಗೂ ಗಂಗಾವತಿ ತಾಲ್ಲೂಕಿನ ವಡ್ಡರಹಟ್ಟಿ ತಿಮ್ಮಾಪುರದ ಪ್ರೌಢ ಶಾಲೆಯ ಸಂಯುಕ್ತ ಆಶ್ರಯದಲ್ಲಿ ಜಾಗೃತಿ ಕಾರ್ಯಕ್ರಮ ನಡೆಯಿತು. ಶಾಲಾ ಮಕ್ಕಳಿಗೆ ತಂಬಾಕು ಸೇವನೆಯಿಂದ ಆರೋಗ್ಯದ ಮೇಲೆ ಉಂಟಾಗುವ ದುಷ್ಪರಿಣಾಮಗಳ ಕುರಿತು ಅರಿವು ಮೂಡಿಸಲಾಯಿತು. [260,467,422,558]
person-shape [468,506,486,570]
karate-state-col-1 [536,818,748,922]
person-shape [678,506,696,570]
person-shape [512,210,532,266]
gangavathi-title-box [12,404,244,456]
person-shape [333,210,353,266]
